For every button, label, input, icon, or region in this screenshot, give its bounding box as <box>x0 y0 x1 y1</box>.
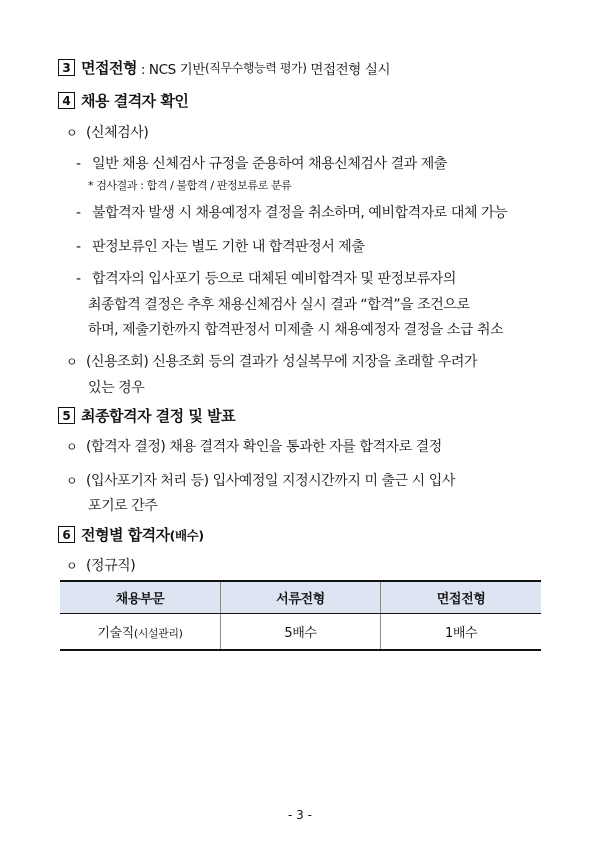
dash-bullet-icon: - <box>76 239 81 255</box>
circle-bullet-icon: ㅇ <box>66 126 78 140</box>
section-6-paren: (배수) <box>169 527 204 543</box>
s4-dash-2 <box>76 202 507 222</box>
bullet-text: (합격자 결정) 채용 결격자 확인을 통과한 자를 합격자로 결정 <box>86 439 442 455</box>
s6-bullet <box>66 555 135 575</box>
section-4-title: 채용 결격자 확인 <box>81 92 189 110</box>
section-5-number: 5 <box>58 407 75 424</box>
s5-bullet-2-line-2: 포기로 간주 <box>88 498 158 514</box>
table-header-row <box>60 581 541 614</box>
dash-text: 판정보류인 자는 별도 기한 내 합격판정서 제출 <box>92 239 365 255</box>
section-6-title: 전형별 합격자 <box>81 526 170 544</box>
section-3-heading <box>58 57 390 78</box>
section-4-heading <box>58 90 188 111</box>
dash-text: 일반 채용 신체검사 규정을 준용하여 채용신체검사 결과 제출 <box>92 156 447 172</box>
s5-bullet-1 <box>66 436 442 456</box>
table-header-document: 서류전형 <box>220 581 380 614</box>
section-3-paren: (직무수행능력 평가) <box>204 61 307 75</box>
s4-bullet-physical <box>66 122 148 142</box>
section-6-number: 6 <box>58 526 75 543</box>
section-3-title: 면접전형 <box>81 59 137 77</box>
section-5-title: 최종합격자 결정 및 발표 <box>81 407 236 425</box>
s4-bullet-credit-line-2: 있는 경우 <box>88 380 145 396</box>
bullet-text: (신용조회) 신용조회 등의 결과가 성실복무에 지장을 초래할 우려가 <box>86 354 478 370</box>
dept-main: 기술직 <box>97 626 134 641</box>
selection-ratio-table <box>60 580 541 651</box>
page-number: - 3 - <box>288 808 312 822</box>
table-cell-dept <box>60 614 220 651</box>
section-3-sep: : NCS 기반 <box>136 61 205 78</box>
circle-bullet-icon: ㅇ <box>66 474 78 488</box>
dept-sub: (시설관리) <box>133 627 183 640</box>
bullet-text: (신체검사) <box>86 125 149 141</box>
circle-bullet-icon: ㅇ <box>66 440 78 454</box>
s4-bullet-credit-line-1 <box>66 351 477 371</box>
section-3-tail: 면접전형 실시 <box>306 61 391 78</box>
dash-text: 불합격자 발생 시 채용예정자 결정을 취소하며, 예비합격자로 대체 가능 <box>92 205 508 221</box>
dash-bullet-icon: - <box>76 271 81 287</box>
s4-note: * 검사결과 : 합격 / 불합격 / 판정보류로 분류 <box>88 179 292 192</box>
bullet-text: (입사포기자 처리 등) 입사예정일 지정시간까지 미 출근 시 입사 <box>86 473 455 489</box>
s4-dash-3 <box>76 236 364 256</box>
section-5-heading <box>58 405 235 426</box>
circle-bullet-icon: ㅇ <box>66 355 78 369</box>
bullet-text: (정규직) <box>86 558 136 574</box>
dash-bullet-icon: - <box>76 156 81 172</box>
dash-text: 합격자의 입사포기 등으로 대체된 예비합격자 및 판정보류자의 <box>92 271 456 287</box>
table-row <box>60 614 541 651</box>
s4-dash-1 <box>76 153 447 173</box>
table-header-dept: 채용부문 <box>60 581 220 614</box>
section-3-number: 3 <box>58 59 75 76</box>
circle-bullet-icon: ㅇ <box>66 559 78 573</box>
section-6-heading <box>58 524 204 545</box>
table-cell-interview: 1배수 <box>381 614 541 651</box>
dash-bullet-icon: - <box>76 205 81 221</box>
s4-dash-4-line-3: 하며, 제출기한까지 합격판정서 미제출 시 채용예정자 결정을 소급 취소 <box>88 322 504 338</box>
s4-dash-4-line-1 <box>76 268 456 288</box>
table-cell-document: 5배수 <box>220 614 380 651</box>
s4-dash-4-line-2: 최종합격 결정은 추후 채용신체검사 실시 결과 “합격”을 조건으로 <box>88 297 470 313</box>
s5-bullet-2-line-1 <box>66 470 455 490</box>
section-4-number: 4 <box>58 92 75 109</box>
table-header-interview: 면접전형 <box>381 581 541 614</box>
